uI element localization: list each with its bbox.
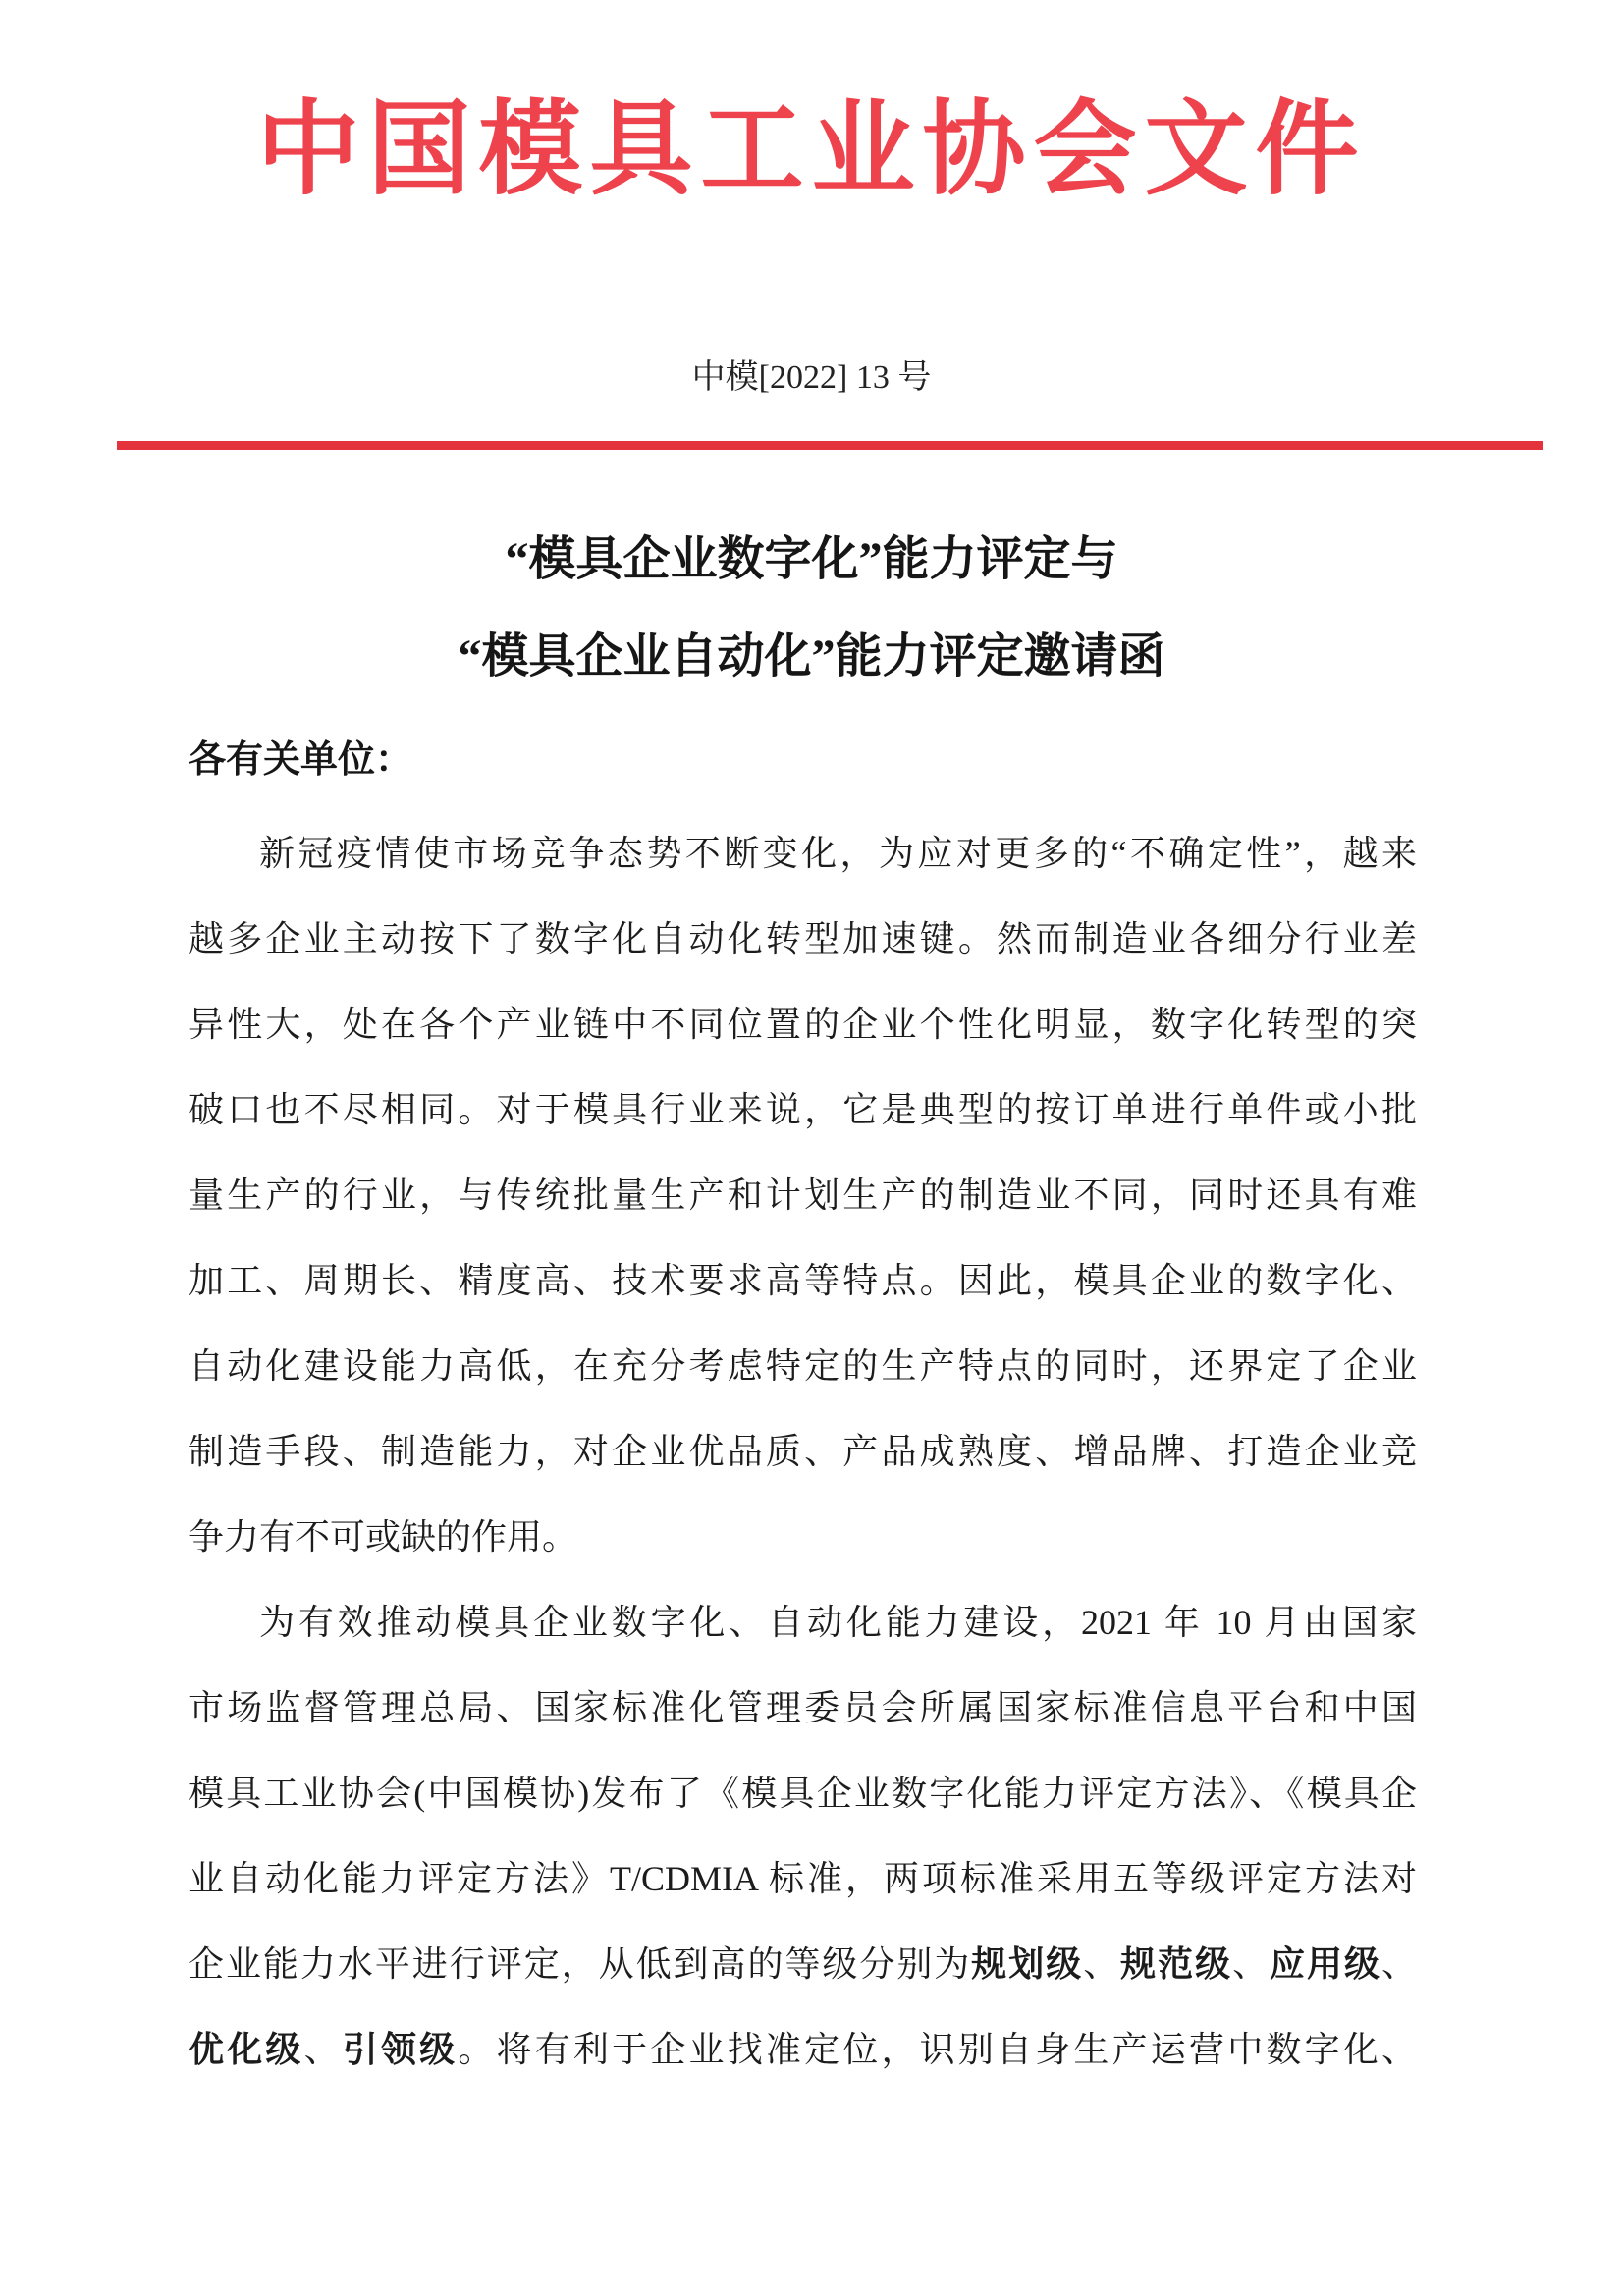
subject-line-2: “模具企业自动化”能力评定邀请函	[458, 630, 1165, 683]
body-segment: 自动化建设能力高低，在充分考虑特定的生产特点的同时，还界定了企业	[189, 1346, 1417, 1386]
document-number: 中模[2022] 13 号	[691, 359, 932, 396]
body-line	[189, 2007, 1417, 2093]
body-line	[189, 1751, 1417, 1836]
body-emphasis-segment: 优化级	[189, 2030, 304, 2069]
body-segment: 越多企业主动按下了数字化自动化转型加速键。然而制造业各细分行业差	[189, 919, 1417, 958]
body-emphasis-segment: 应用级	[1270, 1944, 1381, 1984]
body-emphasis-segment: 规划级	[971, 1944, 1084, 1984]
body-line	[189, 1238, 1417, 1324]
body-segment: 、	[1232, 1944, 1271, 1984]
body-line	[189, 1495, 1417, 1580]
body-line	[189, 1067, 1417, 1153]
body-segment: 量生产的行业，与传统批量生产和计划生产的制造业不同，同时还具有难	[189, 1175, 1417, 1215]
subject-line-1: “模具企业数字化”能力评定与	[505, 533, 1118, 585]
body-segment: 、	[1083, 1944, 1121, 1984]
body-line	[189, 1409, 1417, 1495]
body-text	[189, 811, 1417, 2093]
document-header-title: 中国模具工业协会文件	[256, 92, 1367, 207]
body-segment: 、	[1380, 1944, 1417, 1984]
body-segment: 、	[303, 2030, 343, 2069]
body-segment: 异性大，处在各个产业链中不同位置的企业个性化明显，数字化转型的突	[189, 1005, 1417, 1044]
body-line	[189, 982, 1417, 1067]
body-line	[189, 1666, 1417, 1751]
body-segment: 业自动化能力评定方法》T/CDMIA 标准，两项标准采用五等级评定方法对	[189, 1859, 1417, 1898]
body-segment: 加工、周期长、精度高、技术要求高等特点。因此，模具企业的数字化、	[189, 1261, 1417, 1300]
body-line	[189, 1153, 1417, 1238]
body-line	[189, 897, 1417, 982]
body-segment: 新冠疫情使市场竞争态势不断变化，为应对更多的“不确定性”，越来	[259, 834, 1417, 873]
body-segment: 模具工业协会(中国模协)发布了《模具企业数字化能力评定方法》、《模具企	[189, 1774, 1417, 1813]
header-divider-rule	[117, 441, 1543, 450]
body-segment: 。将有利于企业找准定位，识别自身生产运营中数字化、	[458, 2030, 1417, 2069]
body-segment: 争力有不可或缺的作用。	[189, 1517, 578, 1557]
salutation: 各有关单位：	[189, 739, 413, 781]
body-line	[189, 1324, 1417, 1409]
body-segment: 企业能力水平进行评定，从低到高的等级分别为	[189, 1944, 972, 1984]
document-subject	[0, 511, 1623, 705]
body-emphasis-segment: 引领级	[342, 2030, 459, 2069]
body-segment: 制造手段、制造能力，对企业优品质、产品成熟度、增品牌、打造企业竞	[189, 1432, 1417, 1471]
body-line	[189, 1580, 1417, 1666]
body-segment: 市场监督管理总局、国家标准化管理委员会所属国家标准信息平台和中国	[189, 1688, 1417, 1727]
body-line	[189, 1922, 1417, 2007]
body-line	[189, 1836, 1417, 1922]
body-segment: 破口也不尽相同。对于模具行业来说，它是典型的按订单进行单件或小批	[189, 1090, 1417, 1129]
body-emphasis-segment: 规范级	[1120, 1944, 1233, 1984]
body-line	[189, 811, 1417, 897]
body-segment: 为有效推动模具企业数字化、自动化能力建设，2021 年 10 月由国家	[259, 1603, 1417, 1642]
